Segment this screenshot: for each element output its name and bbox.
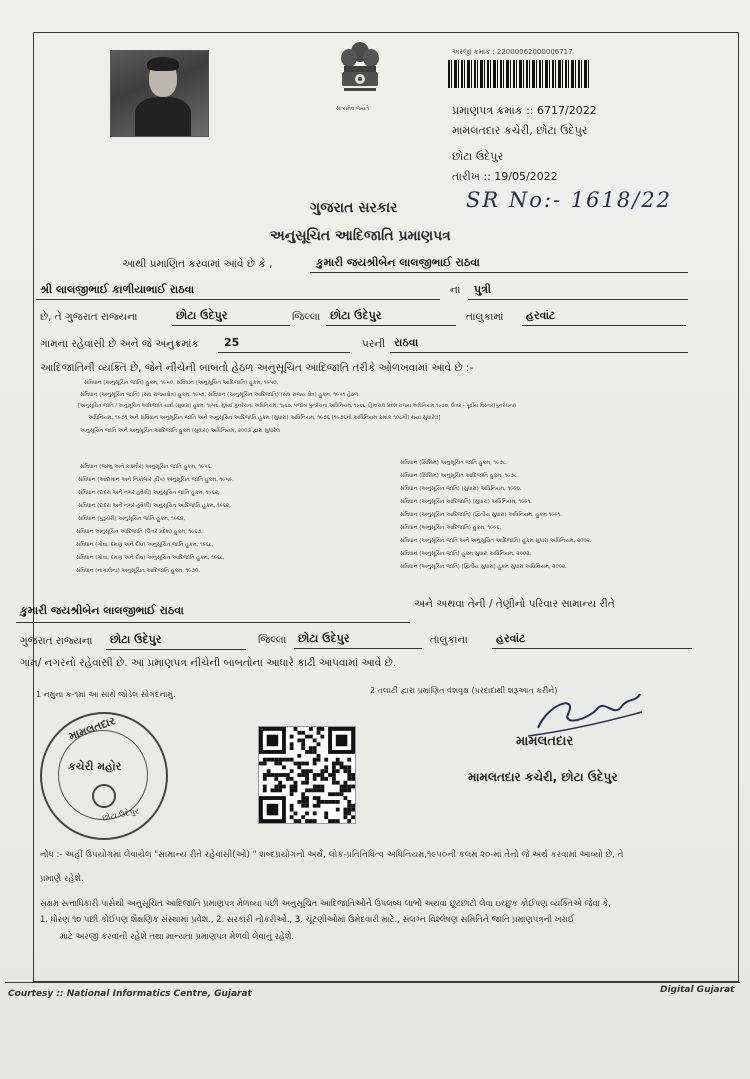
emblem-caption: સત્યમેવ જયતે — [336, 106, 370, 112]
caste-label: પરની — [362, 338, 386, 350]
order-right-7: સંવિધાન (અનુસૂચિત જાતિ અને અનુસૂચિત આદિજાતિ) હુકમ સુધારા અધિનિયમ, ૨૦૦૨. — [400, 538, 592, 544]
state-district-value: છોટા ઉદેપુર — [176, 309, 228, 322]
footer-brand: Digital Gujarat — [660, 985, 735, 995]
relation-label: ના — [450, 284, 461, 296]
order-right-3: સંવિધાન (અનુસૂચિત જાતિ) (સુધારા) અધિનિયમ, ૧૯૯૦. — [400, 486, 522, 492]
applicant-name: કુમારી જયશ્રીબેન લાલજીભાઈ રાઠવા — [316, 256, 480, 269]
note-line-1: નોંધ :- અહીં ઉપયોગમાં લેવાયેલ "સામાન્ય રીતે રહેવાસી(ઓ) " શબ્દપ્રયોગનો અર્થ, લોક-પ્રતિનિધિત્વ અધિનિયમ,૧૯૫૦ની કલમ ૨૦-માં તેનો જે અર્થ કરવામાં આવ્યો છે, તે — [40, 850, 624, 860]
state-label: છે, તે ગુજરાત રાજ્યના — [40, 311, 138, 323]
issuing-office: મામલતદાર કચેરી, છોટા ઉદેપુર — [452, 124, 588, 137]
residence-taluka-label: તાલુકાના — [430, 634, 468, 646]
residence-applicant-name: કુમારી જયશ્રીબેન લાલજીભાઈ રાઠવા — [20, 604, 184, 617]
district-value: છોટા ઉદેપુર — [330, 309, 382, 322]
note-line-4: 1. ધોરણ ૧૦ પછી કોઈપણ શૈક્ષણિક સંસ્થામાં પ્રવેશ., 2. સરકારી નોકરીઓ., 3. ચૂંટણીઓમાં ઉમેદવારી માટે., સંલગ્ન વિશ્લેષણ સમિતિને જાતિ પ્રમાણપત્રની ખરાઈ — [40, 914, 575, 924]
signatory-office: મામલતદાર કચેરી, છોટા ઉદેપુર — [468, 770, 618, 784]
certificate-title: અનુસૂચિત આદિજાતિ પ્રમાણપત્ર — [270, 228, 451, 244]
certificate-number: પ્રમાણપત્ર ક્રમાંક :: 6717/2022 — [452, 104, 597, 117]
family-label: અને અથવા તેની / તેણીનો પરિવાર સામાન્ય રીતે — [414, 598, 615, 610]
order-left-5: સંવિધાન (પુડુચેરી) અનુસૂચિત જાતિ હુકમ, ૧૯૬૪, — [78, 516, 186, 522]
residence-district-value: છોટા ઉદેપુર — [298, 632, 350, 645]
seal-top-text: મામલતદાર — [67, 714, 117, 743]
footer-rule — [5, 982, 740, 983]
serial-number: 25 — [224, 336, 240, 349]
residence-state-value: છોટા ઉદેપુર — [110, 633, 162, 646]
footer-courtesy: Courtesy :: National Informatics Centre, Gujarat — [8, 989, 252, 999]
applicant-photo — [110, 50, 209, 137]
residence-state-label: ગુજરાત રાજ્યના — [20, 635, 93, 647]
village-sentence: ગામ/ નગરનો રહેવાસી છે. આ પ્રમાણપત્ર નીચેની બાબતોના આધારે કાઢી આપવામાં આવે છે. — [20, 657, 397, 669]
seal-emblem-icon — [92, 784, 116, 808]
taluka-value: હરવાંટ — [526, 309, 556, 322]
order-left-6: સંવિધાન અનુસૂચિત આદિજાતિ (ઉત્તર પ્રદેશ) હુકમ, ૧૯૬૭, — [76, 529, 203, 535]
district-label: જિલ્લા — [292, 311, 321, 323]
village-label: ગામના રહેવાસી છે અને જે અનુક્રમાંક — [40, 338, 199, 350]
state-emblem-icon — [332, 38, 388, 102]
issue-date: તારીખ :: 19/05/2022 — [452, 170, 558, 183]
qr-code — [258, 726, 356, 824]
act-line-5: અનુસૂચિત જાતિ અને અનુસૂચિત આદિજાતિ હુકમ (સુધારા) અધિનિયમ, ૨૦૦૩ દ્વારા સુધારેલ — [80, 428, 281, 434]
relation-value: પુત્રી — [474, 283, 492, 296]
order-left-2: સંવિધાન (આંદામાન અને નિકોબાર દ્વીપ) અનુસૂચિત જાતિ હુકમ, ૧૯૫૯, — [78, 477, 234, 483]
order-right-2: સંવિધાન (સિક્કિમ) અનુસૂચિત આદિજાતિ હુકમ, ૧૯૭૮. — [400, 473, 519, 479]
parent-name: શ્રી લાલજીભાઈ કાળીયાભાઈ રાઠવા — [40, 283, 195, 296]
signatory-designation: મામલતદાર — [516, 734, 574, 749]
application-number: અરજી ક્રમાંક : 22000062000006717 — [452, 48, 573, 56]
residence-taluka-value: હરવાંટ — [496, 632, 526, 645]
tribe-sentence: આદિજાતિની વ્યક્તિ છે, જેને નીચેની બાબતો હેઠળ અનુસૂચિત આદિજાતિ તરીકે ઓળખવામાં આવે છે :- — [40, 362, 474, 374]
caste-value: રાઠવા — [394, 336, 419, 349]
order-right-8: સંવિધાન (અનુસૂચિત જાતિ) હુકમ સુધારા અધિનિયમ, ૨૦૦૨. — [400, 551, 531, 557]
enclosure-1: 1 નમુના ક-૧માં આ સાથે જોડેલ સોગંદનામું. — [36, 690, 176, 699]
government-title: ગુજરાત સરકાર — [310, 200, 398, 216]
order-right-4: સંવિધાન (અનુસૂચિત આદિજાતિ) (સુધારા) અધિનિયમ, ૧૯૯૧. — [400, 499, 532, 505]
order-left-4: સંવિધાન (દાદરા અને નગર હવેલી) અનુસૂચિત આદિજાતિ હુકમ, ૧૯૬૨, — [78, 503, 231, 509]
order-right-5: સંવિધાન (અનુસૂચિત આદિજાતિ) (દ્વિતીય સુધારા) અધિનિયમ, હુકમ ૧૯૯૧. — [400, 512, 562, 518]
order-left-7: સંવિધાન (ગોવા, દમણ અને દીવ) અનુસૂચિત જાતિ હુકમ, ૧૯૬૮, — [76, 542, 214, 548]
official-seal — [40, 712, 168, 840]
order-right-1: સંવિધાન (સિક્કિમ) અનુસૂચિત જાતિ હુકમ, ૧૯૭૮. — [400, 460, 508, 466]
order-left-3: સંવિધાન (દાદરા અને નગર હવેલી) અનુસૂચિત જાતિ હુકમ, ૧૯૬૨, — [78, 490, 220, 496]
enclosure-2: 2 તલાટી દ્વારા પ્રમાણિત વંશવૃક્ષ (પરદાદાથી શરૂઆત કરીને) — [370, 686, 558, 695]
taluka-label: તાલુકામાં — [466, 311, 504, 323]
order-left-1: સંવિધાન (જમ્મુ અને કાશ્મીર) અનુસૂચિત જાતિ હુકમ, ૧૯૫૬. — [80, 464, 213, 470]
issuing-district: છોટા ઉદેપુર — [452, 150, 504, 163]
note-line-3: સક્ષમ સત્તાધિકારી પાસેથી અનુસૂચિત આદિજાતિ પ્રમાણપત્ર મેળવ્યા પછી અનુસૂચિત આદિજાતિઓને ઉપલબ્ધ લાભો અથવા છૂટછાટો લેવા ઇચ્છુક કોઈપણ વ્યક્તિએ જેવા કે, — [40, 898, 611, 908]
certify-label: આથી પ્રમાણિત કરવામાં આવે છે કે , — [122, 258, 273, 270]
seal-bottom-text: છોટા ઉદેપુર — [101, 806, 140, 823]
act-line-3: [અનુસૂચિત જાતિ / અનુસૂચિત આદિજાતિ યાદી (સુધારા) હુકમ, ૧૯૫૬, મુંબઈ પુનર્રચના અધિનિયમ, ૧૯૬૦, પંજાબ પુનર્રચના અધિનિયમ, ૧૯૬૬, હિમાચલ પ્રદેશ રાજ્ય અધિનિયમ,૧૯૭૦, ઉત્તર - પૂર્વીય વિસ્તાર(પુનર્રચના) — [78, 403, 516, 409]
order-right-6: સંવિધાન (અનુસૂચિત આદિજાતિ) હુકમ, ૧૯૯૬. — [400, 525, 502, 531]
note-line-5: માટે અરજી કરવાની રહેશે તથા માન્યતા પ્રમાણપત્ર મેળવી લેવાનું રહેશે. — [60, 931, 295, 941]
order-right-9: સંવિધાન (અનુસૂચિત જાતિ) (દ્વિતીય સુધારા) હુકમ સુધારા અધિનિયમ, ૨૦૦૨. — [400, 564, 567, 570]
handwritten-sr-number: SR No:- 1618/22 — [466, 188, 672, 212]
residence-district-label: જિલ્લા — [258, 634, 287, 646]
order-left-9: સંવિધાન (નાગાલેન્ડ) અનુસૂચિત આદિજાતિ હુકમ, ૧૯૭૦. — [76, 568, 201, 574]
act-line-2: સંવિધાન (અનુસૂચિત જાતિ) (સંઘ રાજ્યક્ષેત્ર) હુકમ, ૧૯૫૧, સંવિધાન (અનુસૂચિત આદિજાતિ) (સંઘ રાજ્ય ક્ષેત્ર) હુકમ, ૧૯૫૧ હેઠળ. — [80, 392, 360, 398]
note-line-2: પ્રમાણે રહેશે. — [40, 874, 84, 884]
barcode — [448, 60, 590, 88]
act-line-4: અધિનિયમ, ૧૯૭૧ અને સંવિધાન અનુસૂચિત જાતિ અને અનુસૂચિત આદિજાતિ હુકમ (સુધારા) અધિનિયમ, ૧૯૭૬ (૧૯૭૬નો અધિનિયમ ક્રમાંક ૧૦૮મો) થયા સુધારેલ] — [88, 415, 441, 421]
seal-middle-text: કચેરી મહોર — [68, 760, 122, 773]
act-line-1: સંવિધાન (અનુસૂચિત જાતિ) હુકમ, ૧૯૫૦, સંવિધાન (અનુસૂચિત આદિજાતિ) હુકમ, ૧૯૫૦, — [84, 380, 279, 386]
order-left-8: સંવિધાન (ગોવા, દમણ અને દીવ) અનુસૂચિત આદિજાતિ હુકમ, ૧૯૬૮, — [76, 555, 225, 561]
